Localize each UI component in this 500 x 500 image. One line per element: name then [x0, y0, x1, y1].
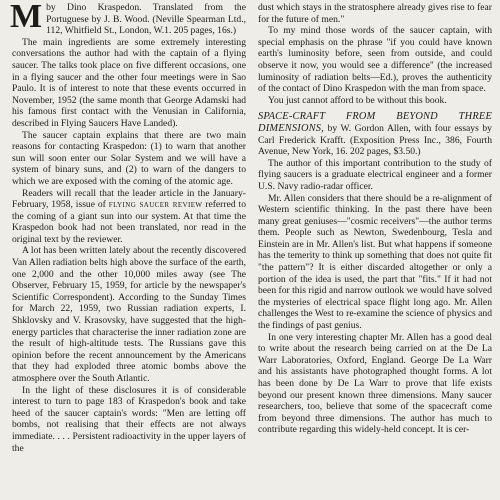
paragraph: In one very interesting chapter Mr. Allen has a good deal to write about the research being carried on at the De La Warr Laboratories, Oxford, England. George De La Warr and his assistants have photographed thought forms. A lot has been done by De La Warr to prove that life exists beyond our present known three dimensions. Many saucer researchers, too, believe that some of the spacecraft come from beyond three dimensions. The author has much to contribute regarding this widely-held concept. It is cer- [258, 331, 492, 436]
review-lead [12, 2, 246, 37]
paragraph: You just cannot afford to be without this book. [268, 94, 447, 106]
paragraph: Mr. Allen considers that there should be a re-alignment of Western scientific thinking. In the past there have been many great geniuses—"cosmic receivers"—the author terms them. People such as Newton, Swedenbourg, Tesla and Einstein are in Mr. Allen's list. But what happens if someone has the temerity to think up something that does not quite fit "the pattern"? It is either discarded altogether or only a portion of the idea is used, the part that "fits." If it had not been for this rigid and narrow outlook we would have solved the mysteries of electrical space flight long ago. Mr. Allen challenges the West to re-examine the science of physics and the findings of past genius. [258, 192, 492, 332]
paragraph: A lot has been written lately about the recently discovered Van Allen radiation belts high above the surface of the earth, one 2,000 and the other 10,000 miles away (see The Observer, February 15, 1959, for article by the newspaper's Scientific Correspondent). According to the Sunday Times for March 22, 1959, two Russian radiation experts, I. Shklovsky and V. Krasovsky, have suggested that the high-energy particles that characterise the inner radiation zone are the result of high-altitude tests. The Russians gave this opinion before the recent announcement by the Americans that they had exploded three atomic bombs above the atmosphere over the South Atlantic. [12, 245, 246, 384]
left-column [12, 2, 246, 500]
book-title: SPACE-CRAFT FROM BEYOND THREE DIMENSIONS, [258, 111, 492, 134]
review-lead-text: by Dino Kraspedon. Translated from the Portuguese by J. B. Wood. (Neville Spearman Ltd., 112, Whitfield St., London, W.1. 205 pages, 16s.) [46, 2, 246, 37]
paragraph: To my mind those words of the saucer captain, with special emphasis on the phrase "if you could have known earth's luminosity before, seen from outside, and could observe it now, you would see a difference" (the increased luminosity of radiation belts—Ed.), proves the authenticity of the contact of Dino Kraspedon with the man from space. [258, 25, 492, 95]
paragraph: dust which stays in the stratosphere already gives rise to fear for the future of men." [258, 2, 492, 25]
paragraph: The saucer captain explains that there are two main reasons for contacting Kraspedon: (1) to warn that another sun will soon enter our Solar System and we will have a system of binary suns, and (2) to warn of the dangers to which we are exposed with the coming of the atomic age. [12, 129, 246, 187]
review-heading [258, 111, 492, 157]
right-column [258, 2, 492, 500]
paragraph-text: Readers will recall that the leader article in the January-February, 1958, issue of [12, 187, 246, 211]
paragraph [12, 188, 246, 246]
paragraph: The main ingredients are some extremely interesting conversations the author had with the captain of a flying saucer. The talks took place on five different occasions, one in a flying saucer and the other four meetings were in Sao Paulo. It is of interest to note that these events occurred in November, 1952 (the same month that George Adamski had his famous first contact with the Venusian in California, described in Flying Saucers Have Landed). [12, 36, 246, 129]
paragraph-text: referred to the coming of a giant sun into our system. At that time the Kraspedon book had not been translated, nor read in the original text by the reviewer. [12, 199, 246, 245]
book-details: by W. Gordon Allen, with four essays by Carl Frederick Krafft. (Exposition Press Inc., 386, Fourth Avenue, New York, 16. 202 pages, $3.50.) [258, 122, 492, 158]
paragraph: The author of this important contribution to the study of flying saucers is a graduate electrical engineer and a former U.S. Navy radio-radar officer. [258, 157, 492, 192]
drop-cap: M [10, 0, 43, 35]
magazine-name: flying saucer review [108, 199, 203, 211]
paragraph: In the light of these disclosures it is of considerable interest to turn to page 183 of Kraspedon's book and take heed of the saucer captain's words: "Men are letting off bombs, not realising that their effects are not always immediate. . . . Persistent radioactivity in the upper layers of the [12, 384, 246, 454]
